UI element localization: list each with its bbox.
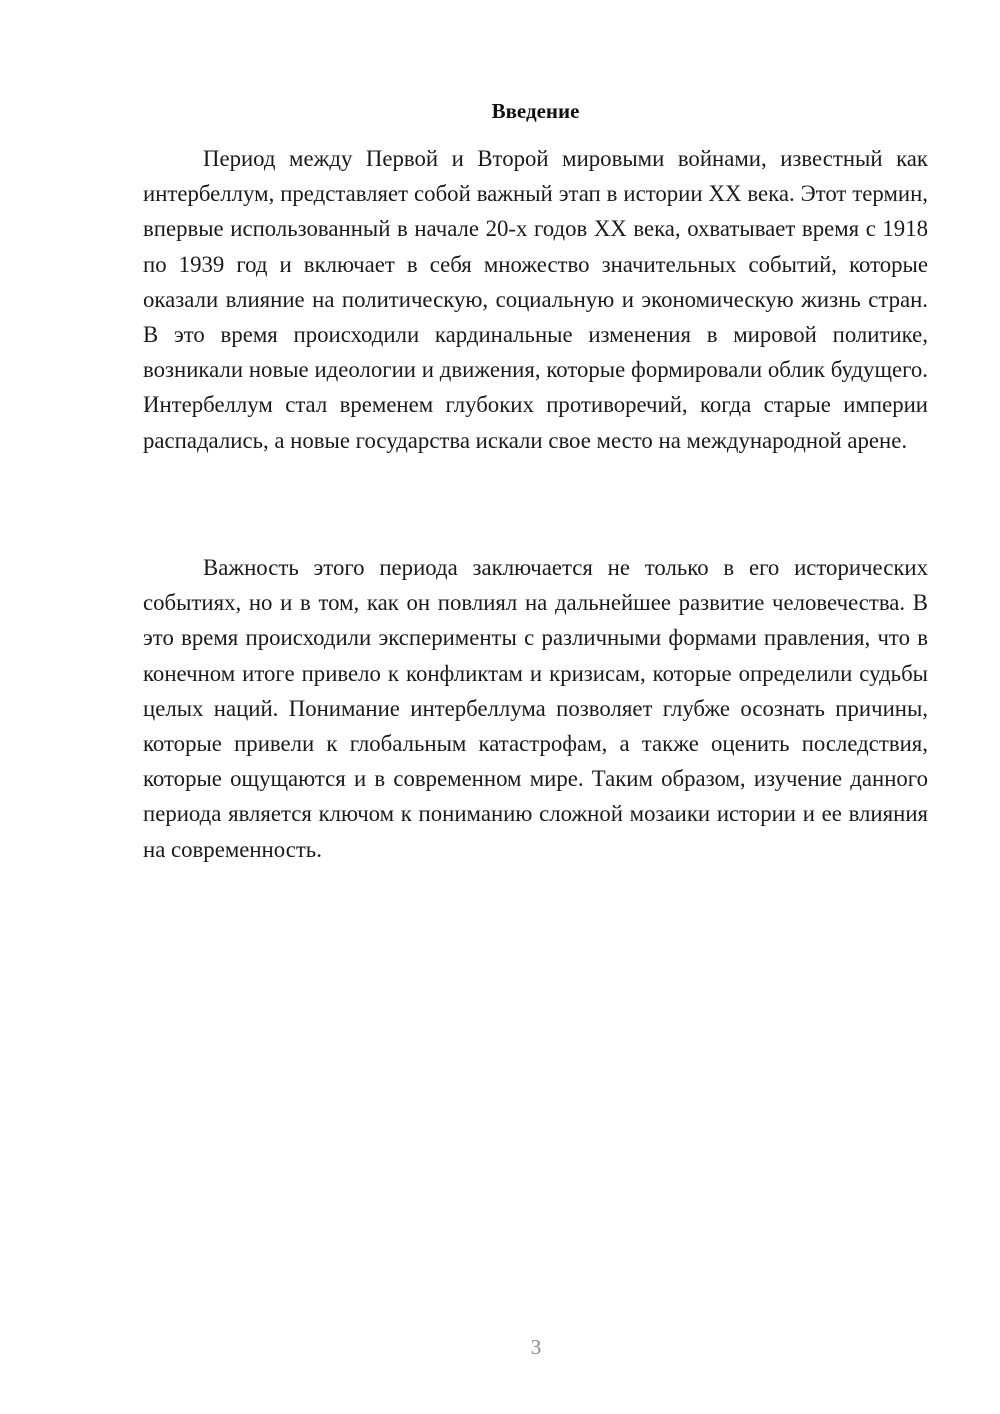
- body-paragraph-1: Период между Первой и Второй мировыми войнами, известный как интербеллум, представляет собой важный этап в истории XX века. Этот термин, впервые использованный в начале 20-х годов XX века, охватывает время с 1918 по 1939 год и включает в себя множество значительных событий, которые оказали влияние на политическую, социальную и экономическую жизнь стран. В это время происходили кардинальные изменения в мировой политике, возникали новые идеологии и движения, которые формировали облик будущего. Интербеллум стал временем глубоких противоречий, когда старые империи распадались, а новые государства искали свое место на международной арене.: [143, 146, 928, 453]
- section-heading: Введение: [491, 99, 580, 123]
- page-number: 3: [530, 1335, 542, 1359]
- body-paragraph-2: Важность этого периода заключается не только в его исторических событиях, но и в том, как он повлиял на дальнейшее развитие человечества. В это время происходили эксперименты с различными формами правления, что в конечном итоге привело к конфликтам и кризисам, которые определили судьбы целых наций. Понимание интербеллума позволяет глубже осознать причины, которые привели к глобальным катастрофам, а также оценить последствия, которые ощущаются и в современном мире. Таким образом, изучение данного периода является ключом к пониманию сложной мозаики истории и ее влияния на современность.: [143, 555, 928, 862]
